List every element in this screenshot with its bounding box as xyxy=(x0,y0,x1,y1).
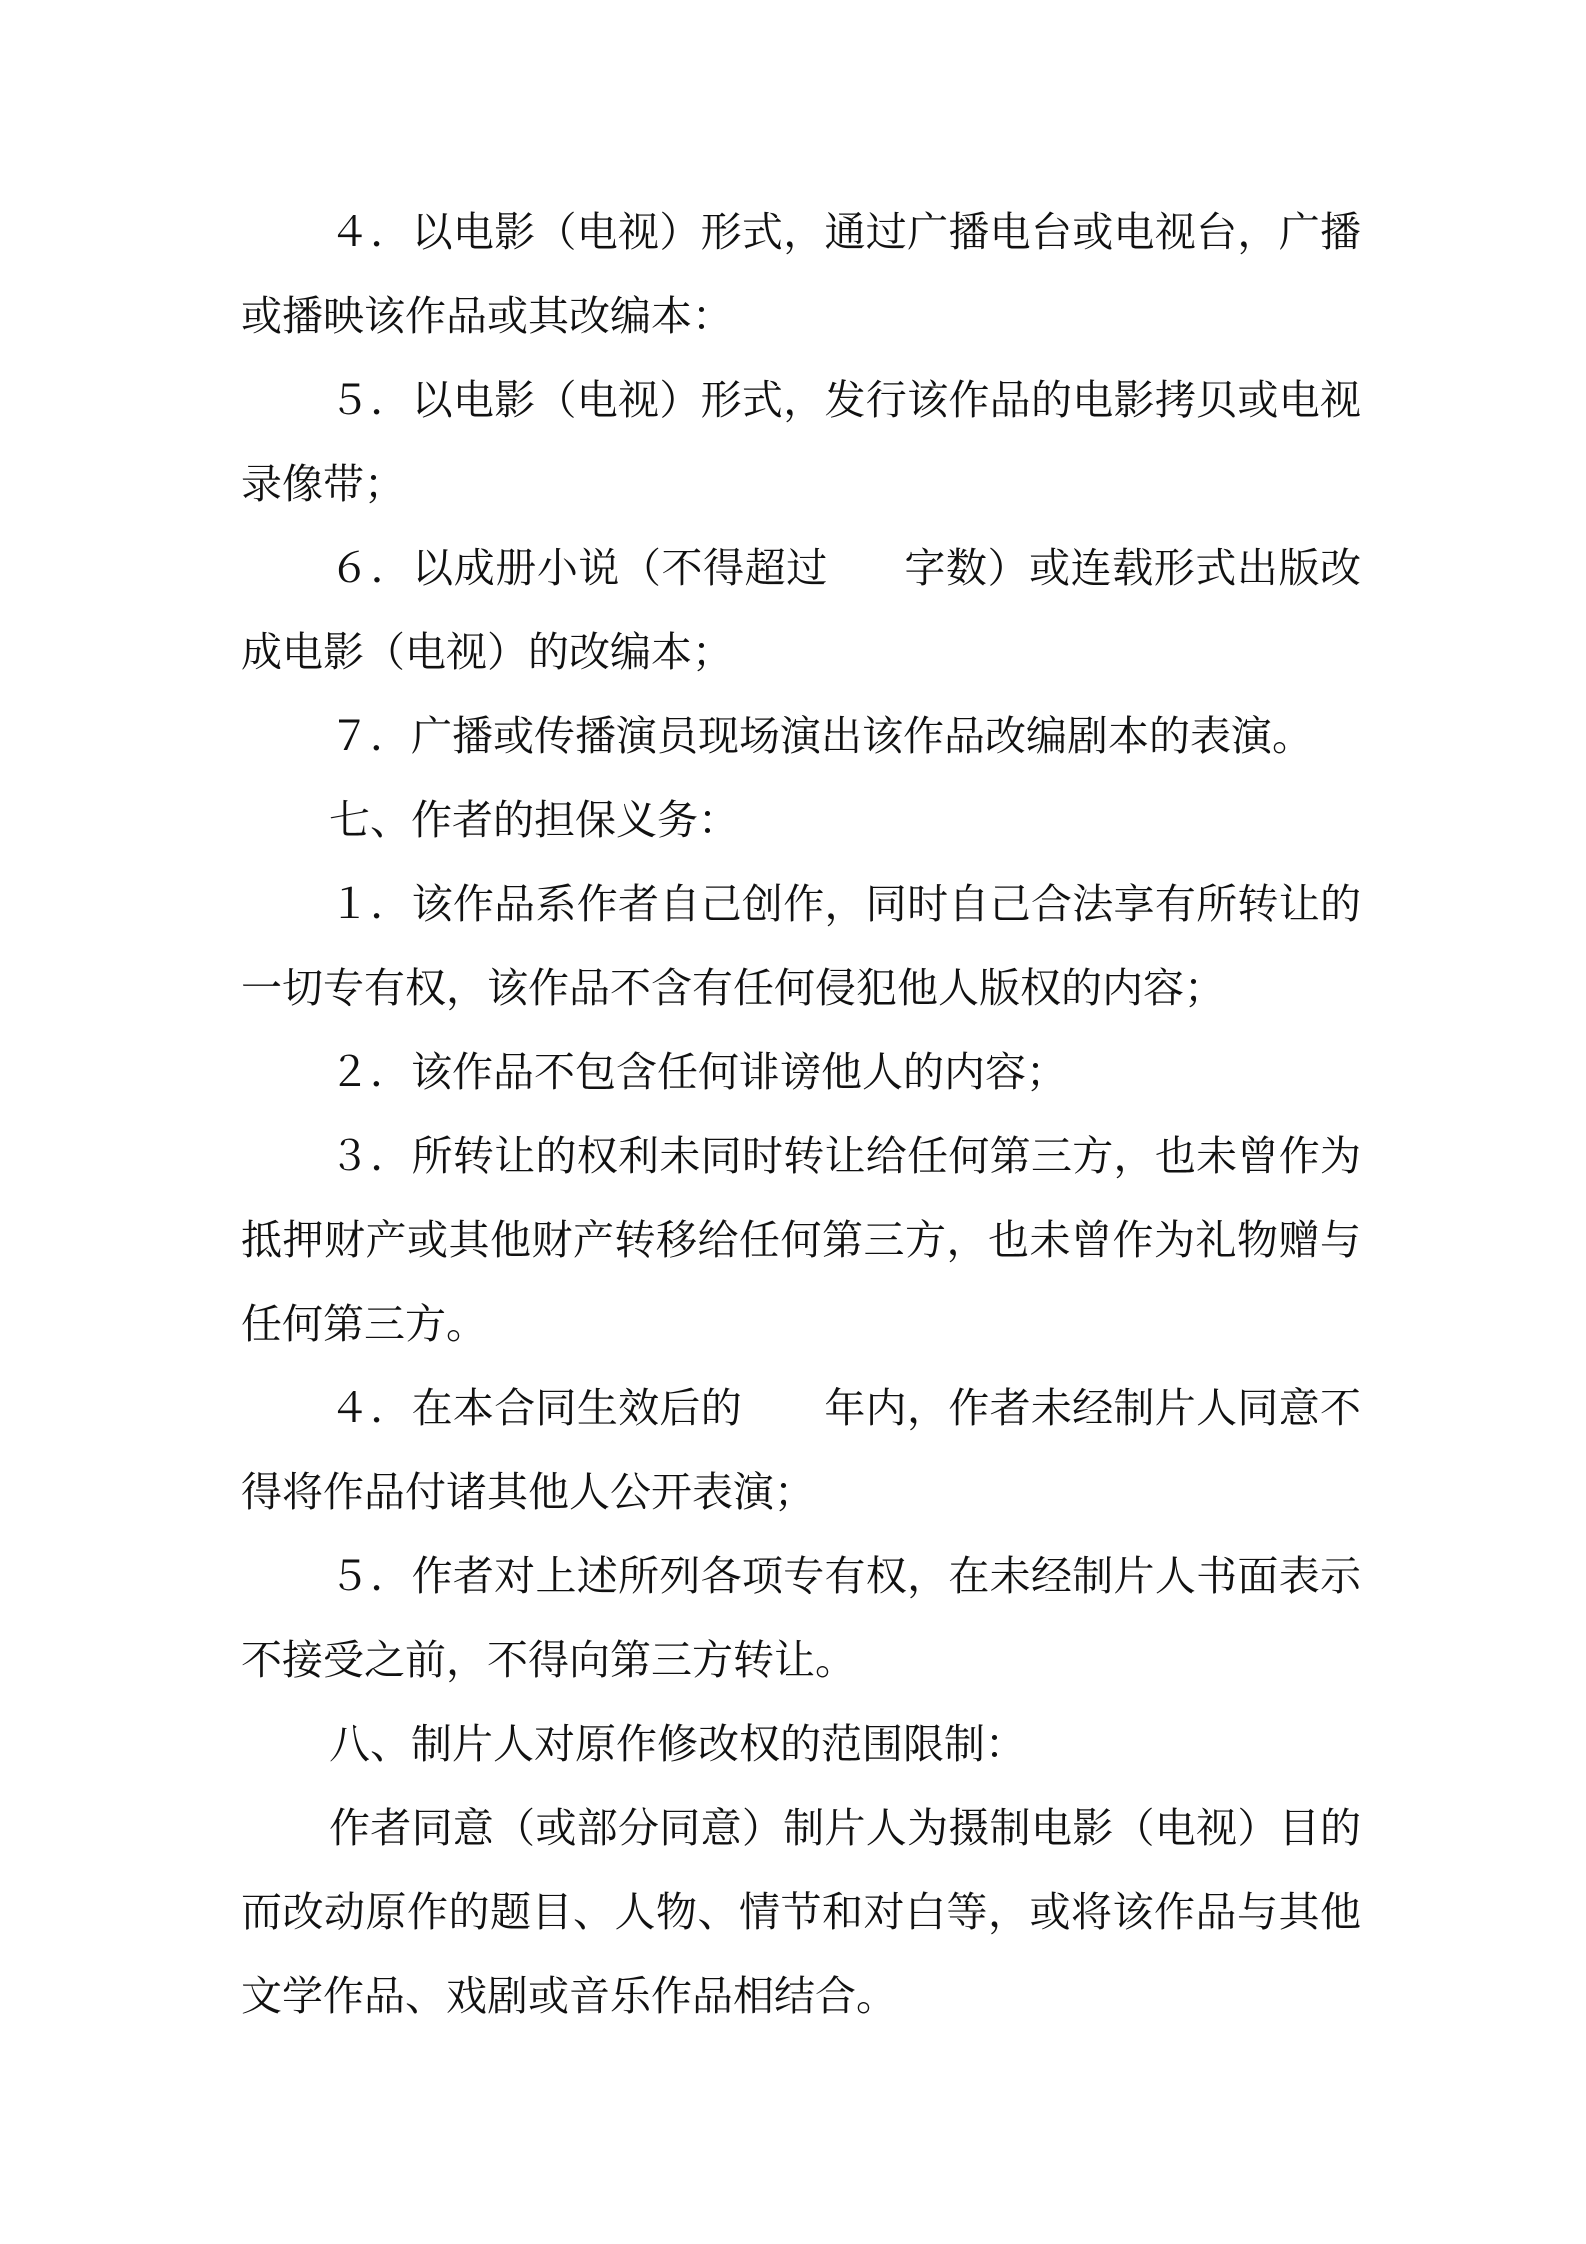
clause-7-item-2: ２．该作品不包含任何诽谤他人的内容； xyxy=(329,1048,1067,1096)
clause-8-body: 作者同意（或部分同意）制片人为摄制电影（电视）目的而改动原作的题目、人物、情节和对白等，或将该作品与其他文学作品、戏剧或音乐作品相结合。 xyxy=(241,1804,1361,2020)
clause-6-item-4: ４．以电影（电视）形式，通过广播电台或电视台，广播或播映该作品或其改编本： xyxy=(241,208,1361,340)
clause-6-item-7: ７．广播或传播演员现场演出该作品改编剧本的表演。 xyxy=(329,712,1313,760)
clause-6-item-6 xyxy=(241,526,1361,694)
section-8-heading: 八、制片人对原作修改权的范围限制： xyxy=(329,1720,1026,1768)
clause-6-item-6-after: 字数）或连载形式出版改成电影（电视）的改编本； xyxy=(241,544,1362,676)
clause-7-item-5: ５．作者对上述所列各项专有权，在未经制片人书面表示不接受之前，不得向第三方转让。 xyxy=(241,1552,1361,1684)
section-7-heading: 七、作者的担保义务： xyxy=(329,796,739,844)
clause-7-item-4-after: 年内，作者未经制片人同意不得将作品付诸其他人公开表演； xyxy=(241,1384,1362,1516)
clause-7-item-1: １．该作品系作者自己创作，同时自己合法享有所转让的一切专有权，该作品不含有任何侵犯他人版权的内容； xyxy=(241,880,1361,1012)
clause-7-item-4-before: ４．在本合同生效后的 xyxy=(329,1384,743,1432)
clause-7-item-4 xyxy=(241,1366,1361,1534)
clause-6-item-6-before: ６．以成册小说（不得超过 xyxy=(329,544,828,592)
clause-7-item-3: ３．所转让的权利未同时转让给任何第三方，也未曾作为抵押财产或其他财产转移给任何第三方，也未曾作为礼物赠与任何第三方。 xyxy=(241,1132,1361,1348)
document-body xyxy=(241,190,1361,2038)
clause-6-item-5: ５．以电影（电视）形式，发行该作品的电影拷贝或电视录像带； xyxy=(241,376,1361,508)
